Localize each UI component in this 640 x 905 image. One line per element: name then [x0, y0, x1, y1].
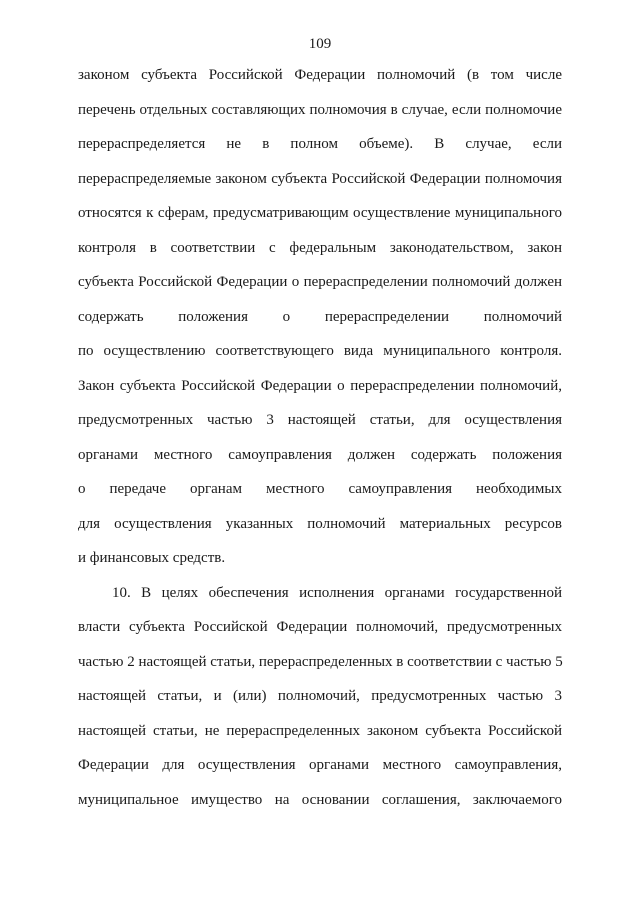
- text-line: субъекта Российской Федерации о перераспределении полномочий должен: [78, 274, 562, 290]
- text-line: предусмотренных частью 3 настоящей статьи, для осуществления: [78, 412, 562, 428]
- text-line: муниципальное имущество на основании соглашения, заключаемого: [78, 791, 562, 808]
- paragraph-first-line: 10. В целях обеспечения исполнения органами государственной: [112, 584, 562, 601]
- text-line: по осуществлению соответствующего вида муниципального контроля.: [78, 343, 562, 359]
- text-line: для осуществления указанных полномочий материальных ресурсов: [78, 515, 562, 532]
- text-line: перераспределяемые законом субъекта Российской Федерации полномочия: [78, 170, 562, 187]
- text-line: и финансовых средств.: [78, 550, 226, 566]
- text-line: относятся к сферам, предусматривающим осуществление муниципального: [78, 205, 562, 221]
- text-line: перечень отдельных составляющих полномочия в случае, если полномочие: [78, 101, 562, 118]
- text-line: настоящей статьи, не перераспределенных законом субъекта Российской: [78, 722, 562, 739]
- text-line: о передаче органам местного самоуправления необходимых: [78, 481, 562, 497]
- text-line: частью 2 настоящей статьи, перераспределенных в соответствии с частью 5: [78, 653, 563, 670]
- text-line: власти субъекта Российской Федерации полномочий, предусмотренных: [78, 619, 562, 635]
- document-body: [78, 58, 562, 817]
- text-line: перераспределяется не в полном объеме). В случае, если: [78, 136, 562, 152]
- text-line: контроля в соответствии с федеральным законодательством, закон: [78, 239, 562, 256]
- text-line: настоящей статьи, и (или) полномочий, предусмотренных частью 3: [78, 688, 562, 704]
- text-line: Закон субъекта Российской Федерации о перераспределении полномочий,: [78, 377, 562, 394]
- text-line: содержать положения о перераспределении полномочий: [78, 308, 562, 325]
- page-number: 109: [308, 36, 332, 52]
- text-line: Федерации для осуществления органами местного самоуправления,: [78, 757, 562, 773]
- text-line: органами местного самоуправления должен содержать положения: [78, 446, 562, 463]
- text-line: законом субъекта Российской Федерации полномочий (в том числе: [78, 67, 562, 83]
